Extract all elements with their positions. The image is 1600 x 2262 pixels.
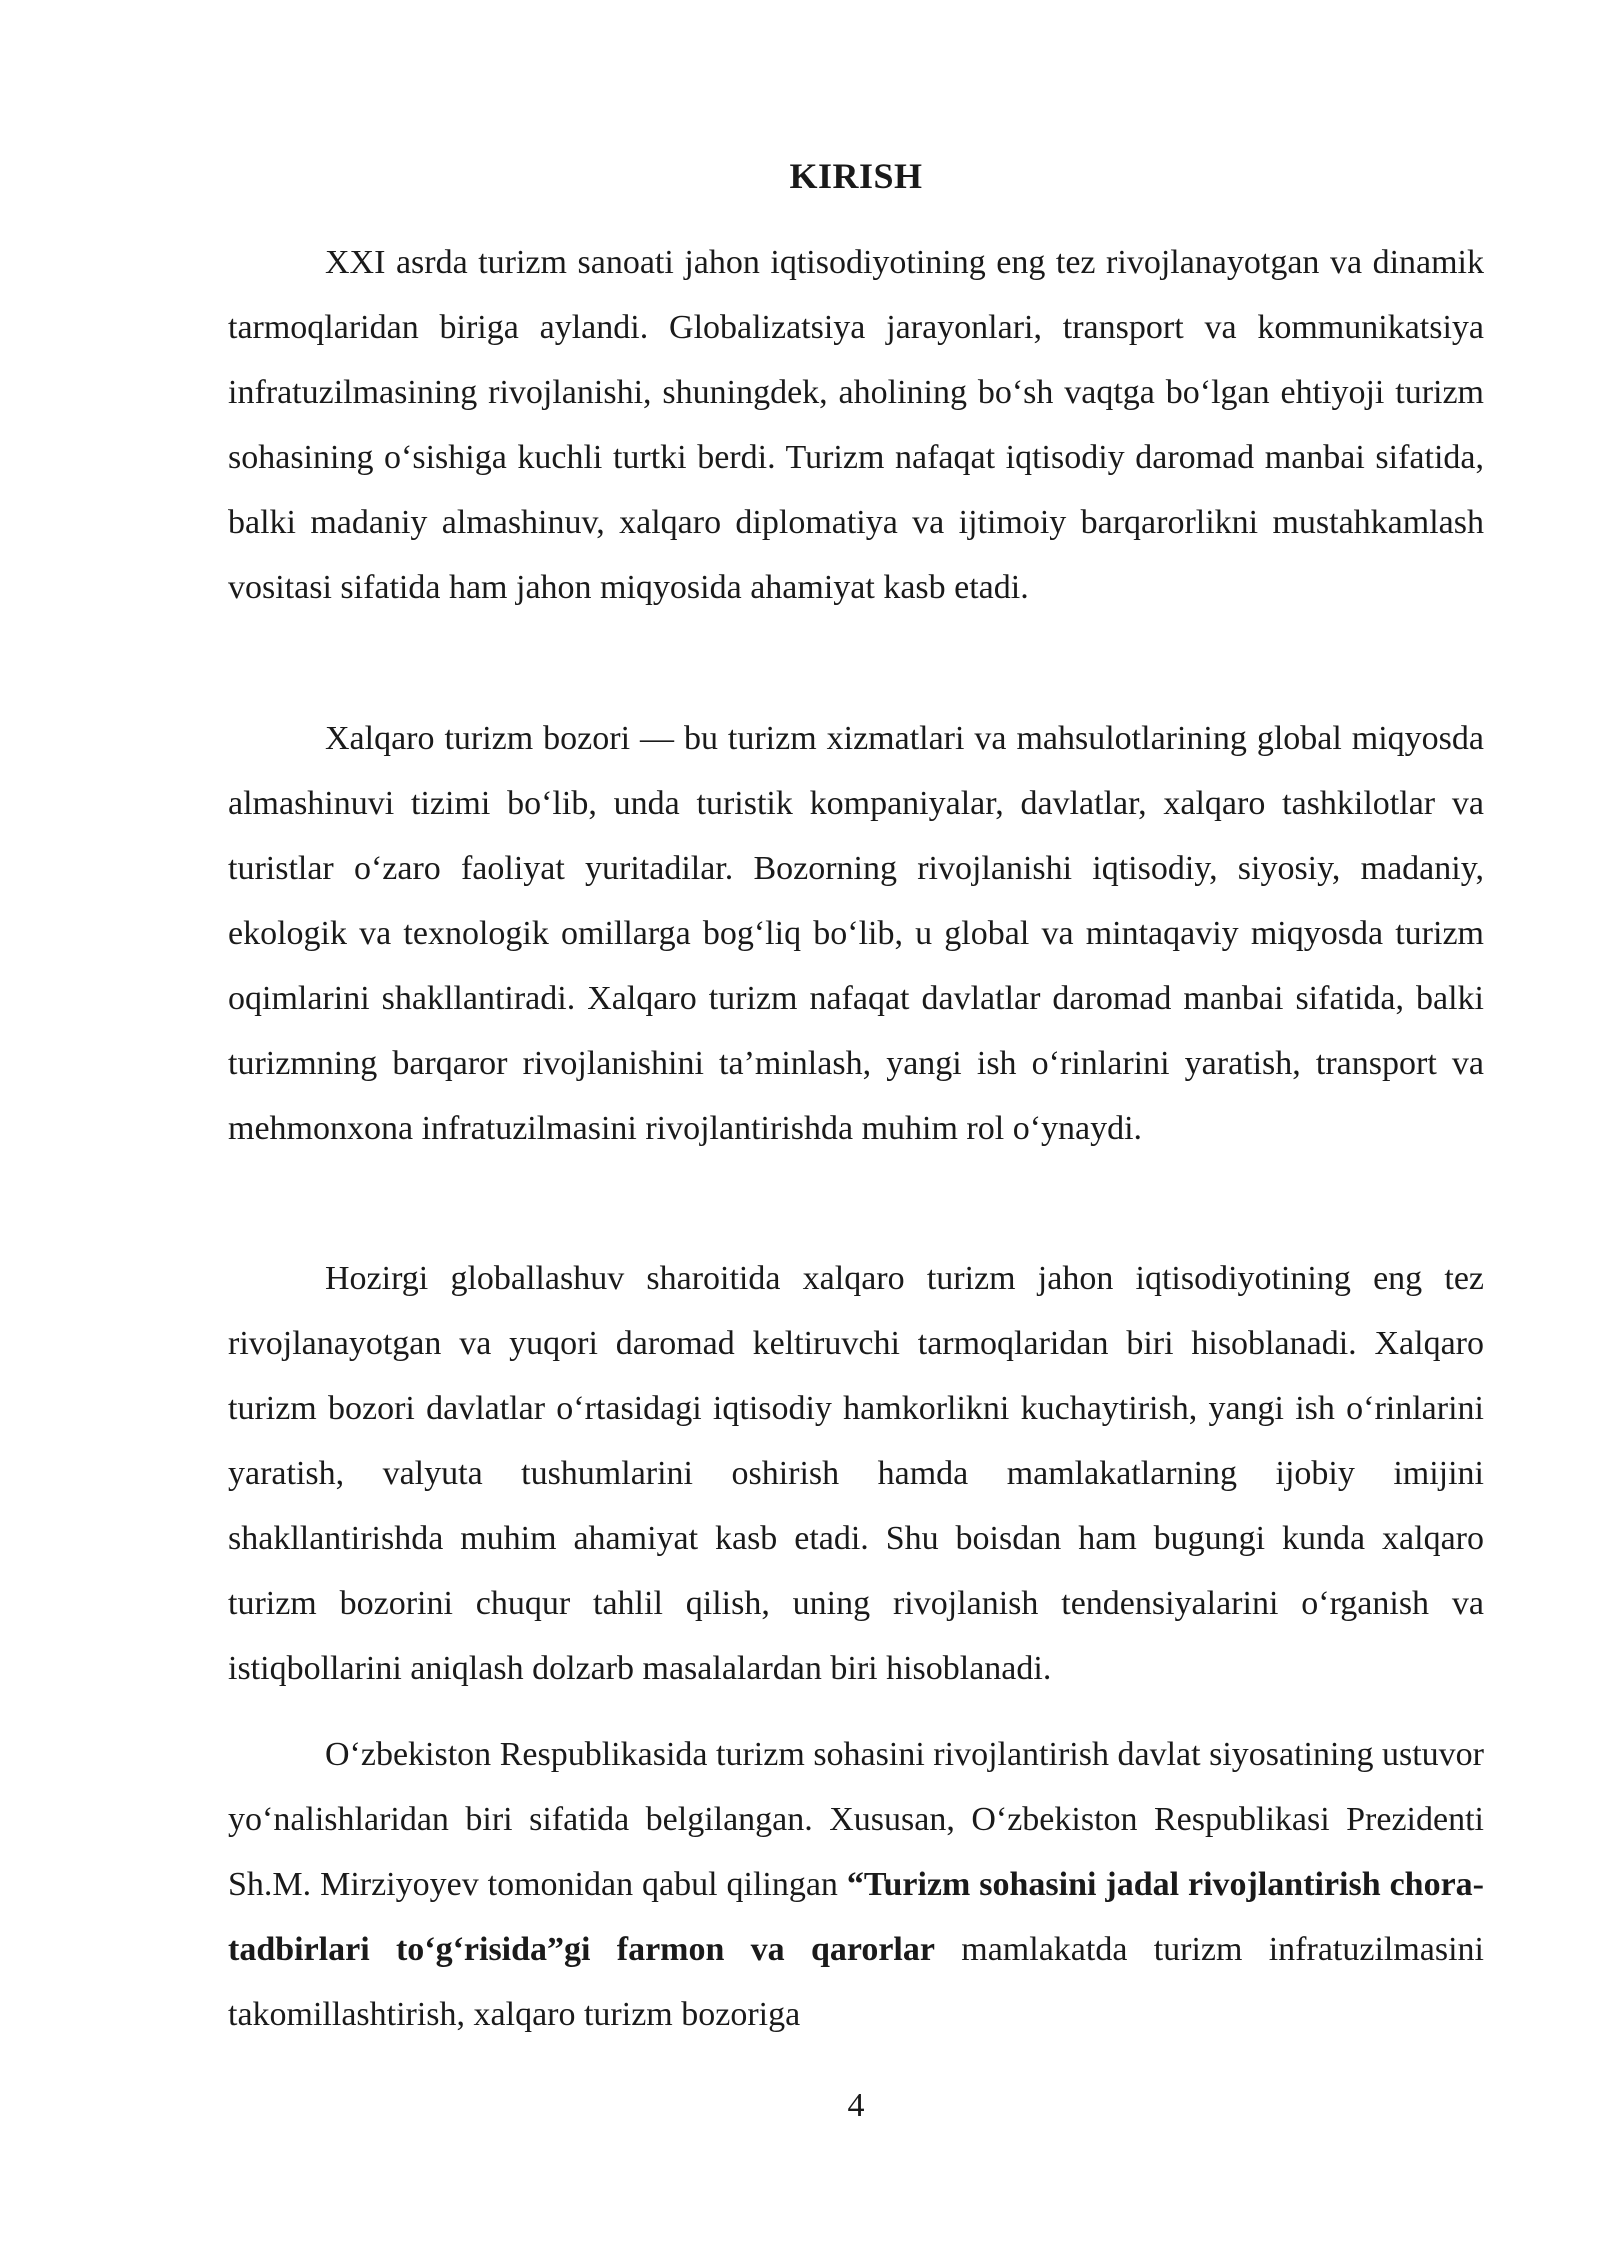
section-title: KIRISH [789,156,923,196]
page-number: 4 [847,2087,865,2124]
paragraph-4-text-before: O‘zbekiston Respublikasida turizm sohasini rivojlantirish davlat siyosatining ustuvor yo‘nalishlaridan biri sifatida belgilangan. Xususan, O‘zbekiston Respublikasi Prezidenti Sh.M. Mirziyoyev tomonidan qabul qilingan [228,1736,1484,1903]
paragraph-4-text-after: mamlakatda turizm infratuzilmasini takomillashtirish, xalqaro turizm bozoriga [228,1931,1484,2033]
paragraph-3: Hozirgi globallashuv sharoitida xalqaro turizm jahon iqtisodiyotining eng tez rivojlanayotgan va yuqori daromad keltiruvchi tarmoqlaridan biri hisoblanadi. Xalqaro turizm bozori davlatlar o‘rtasidagi iqtisodiy hamkorlikni kuchaytirish, yangi ish o‘rinlarini yaratish, valyuta tushumlarini oshirish hamda mamlakatlarning ijobiy imijini shakllantirishda muhim ahamiyat kasb etadi. Shu boisdan ham bugungi kunda xalqaro turizm bozorini chuqur tahlil qilish, uning rivojlanish tendensiyalarini o‘rganish va istiqbollarini aniqlash dolzarb masalalardan biri hisoblanadi. [228,1260,1484,1687]
paragraph-2: Xalqaro turizm bozori — bu turizm xizmatlari va mahsulotlarining global miqyosda almashinuvi tizimi bo‘lib, unda turistik kompaniyalar, davlatlar, xalqaro tashkilotlar va turistlar o‘zaro faoliyat yuritadilar. Bozorning rivojlanishi iqtisodiy, siyosiy, madaniy, ekologik va texnologik omillarga bog‘liq bo‘lib, u global va mintaqaviy miqyosda turizm oqimlarini shakllantiradi. Xalqaro turizm nafaqat davlatlar daromad manbai sifatida, balki turizmning barqaror rivojlanishini ta’minlash, yangi ish o‘rinlarini yaratish, transport va mehmonxona infratuzilmasini rivojlantirishda muhim rol o‘ynaydi. [228,720,1484,1147]
paragraph-4 [228,1722,1484,2047]
paragraph-1: XXI asrda turizm sanoati jahon iqtisodiyotining eng tez rivojlanayotgan va dinamik tarmoqlaridan biriga aylandi. Globalizatsiya jarayonlari, transport va kommunikatsiya infratuzilmasining rivojlanishi, shuningdek, aholining bo‘sh vaqtga bo‘lgan ehtiyoji turizm sohasining o‘sishiga kuchli turtki berdi. Turizm nafaqat iqtisodiy daromad manbai sifatida, balki madaniy almashinuv, xalqaro diplomatiya va ijtimoiy barqarorlikni mustahkamlash vositasi sifatida ham jahon miqyosida ahamiyat kasb etadi. [228,244,1484,606]
paragraph-4-bold-decree: “Turizm sohasini jadal rivojlantirish chora-tadbirlari to‘g‘risida”gi farmon va qarorlar [228,1866,1485,1968]
document-page [228,0,1484,2262]
